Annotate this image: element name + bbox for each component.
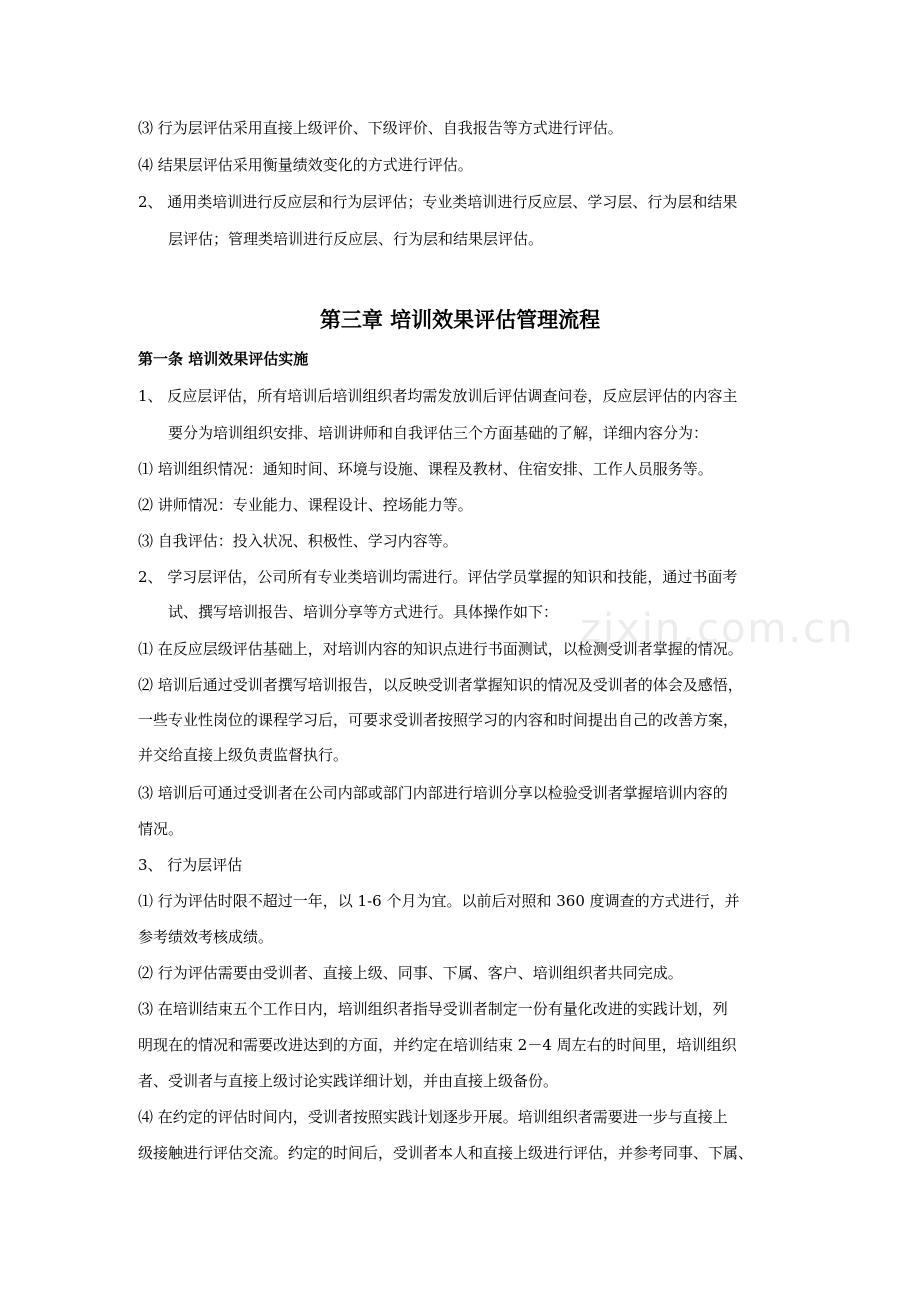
body-line-22: 级接触进行评估交流。约定的时间后，受训者本人和直接上级进行评估，并参考同事、下属、: [138, 1144, 754, 1162]
chapter-title: 第三章 培训效果评估管理流程: [319, 308, 601, 332]
body-line-1: 1、 反应层评估，所有培训后培训组织者均需发放训后评估调查问卷，反应层评估的内容主: [138, 387, 738, 405]
body-line-17: ⑵ 行为评估需要由受训者、直接上级、同事、下属、客户、培训组织者共同完成。: [138, 964, 683, 982]
top-line-2: ⑷ 结果层评估采用衡量绩效变化的方式进行评估。: [138, 156, 473, 174]
body-line-4: ⑵ 讲师情况：专业能力、课程设计、控场能力等。: [138, 496, 473, 514]
body-line-19: 明现在的情况和需要改进达到的方面，并约定在培训结束 2－4 周左右的时间里，培训组织: [138, 1036, 737, 1054]
article-title: 第一条 培训效果评估实施: [138, 350, 309, 368]
body-line-11: 并交给直接上级负责监督执行。: [138, 746, 349, 764]
top-line-3: 2、 通用类培训进行反应层和行为层评估；专业类培训进行反应层、学习层、行为层和结果: [138, 193, 738, 211]
body-line-14: 3、 行为层评估: [138, 856, 243, 874]
body-line-13: 情况。: [138, 820, 184, 838]
body-line-7: 试、撰写培训报告、培训分享等方式进行。具体操作如下：: [168, 603, 559, 621]
watermark: zixin.com.cn: [580, 606, 855, 652]
body-line-16: 参考绩效考核成绩。: [138, 928, 274, 946]
body-line-8: ⑴ 在反应层级评估基础上，对培训内容的知识点进行书面测试，以检测受训者掌握的情况。: [138, 640, 743, 658]
body-line-20: 者、受训者与直接上级讨论实践详细计划，并由直接上级备份。: [138, 1072, 559, 1090]
body-line-6: 2、 学习层评估，公司所有专业类培训均需进行。评估学员掌握的知识和技能，通过书面考: [138, 568, 738, 586]
body-line-21: ⑷ 在约定的评估时间内，受训者按照实践计划逐步开展。培训组织者需要进一步与直接上: [138, 1108, 728, 1126]
body-line-15: ⑴ 行为评估时限不超过一年，以 1-6 个月为宜。以前后对照和 360 度调查的方式进行，并: [138, 892, 740, 910]
body-line-18: ⑶ 在培训结束五个工作日内，培训组织者指导受训者制定一份有量化改进的实践计划，列: [138, 1000, 728, 1018]
body-line-3: ⑴ 培训组织情况：通知时间、环境与设施、课程及教材、住宿安排、工作人员服务等。: [138, 460, 713, 478]
top-line-4: 层评估；管理类培训进行反应层、行为层和结果层评估。: [168, 230, 544, 248]
body-line-10: 一些专业性岗位的课程学习后，可要求受训者按照学习的内容和时间提出自己的改善方案，: [138, 711, 739, 729]
body-line-12: ⑶ 培训后可通过受训者在公司内部或部门内部进行培训分享以检验受训者掌握培训内容的: [138, 784, 728, 802]
top-line-1: ⑶ 行为层评估采用直接上级评价、下级评价、自我报告等方式进行评估。: [138, 119, 623, 137]
body-line-9: ⑵ 培训后通过受训者撰写培训报告，以反映受训者掌握知识的情况及受训者的体会及感悟，: [138, 676, 743, 694]
body-line-2: 要分为培训组织安排、培训讲师和自我评估三个方面基础的了解，详细内容分为：: [168, 424, 709, 442]
body-line-5: ⑶ 自我评估：投入状况、积极性、学习内容等。: [138, 532, 458, 550]
